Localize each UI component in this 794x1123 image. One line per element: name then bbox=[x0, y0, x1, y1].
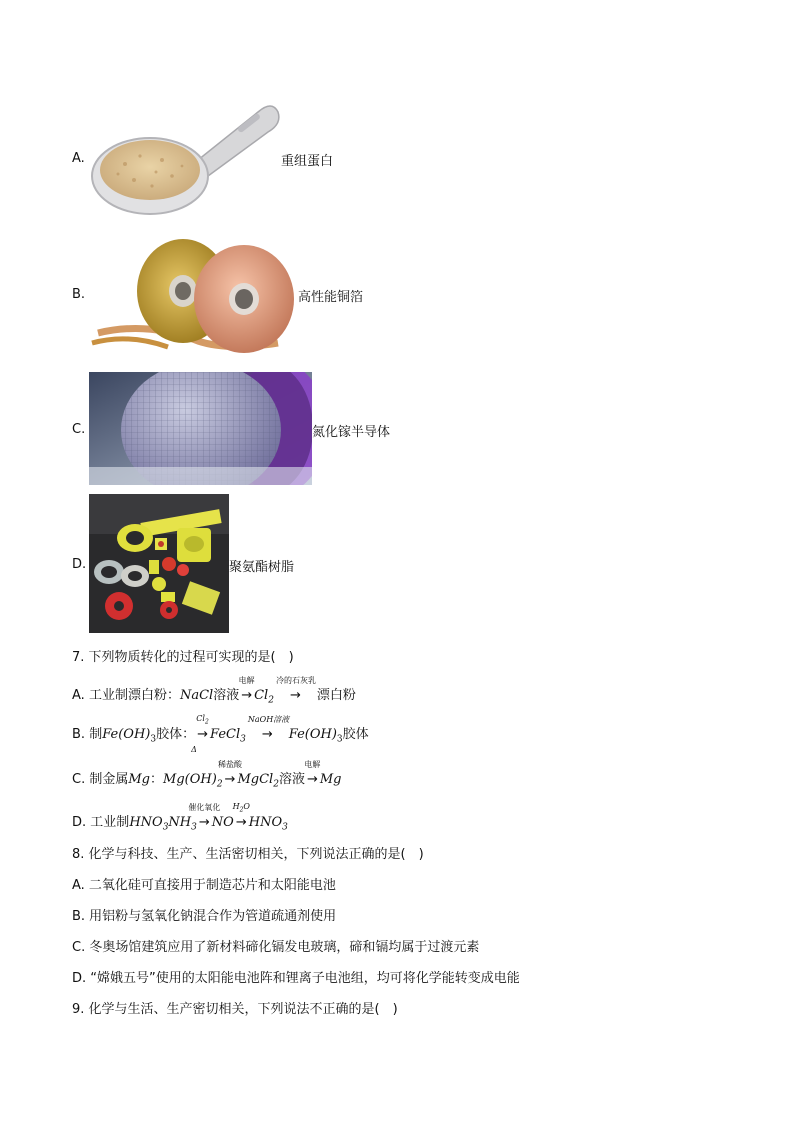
question-9-stem: 9. 化学与生活、生产密切相关，下列说法不正确的是( ) bbox=[72, 1002, 398, 1017]
q7-a-end: 漂白粉 bbox=[316, 688, 356, 703]
q7-b-formula-0: $Fe(OH)_3$ bbox=[102, 727, 157, 745]
question-8-option-c: C. 冬奥场馆建筑应用了新材料碲化镉发电玻璃，碲和镉均属于过渡元素 bbox=[72, 940, 480, 955]
q7-d-formula-2: NO bbox=[211, 815, 234, 830]
copper-foil-rolls-image bbox=[88, 233, 298, 357]
q7-d-arrow-1: 催化氧化 → bbox=[188, 803, 221, 830]
q7-b-text-0: 胶体： bbox=[156, 727, 196, 742]
q7-c-formula-0: Mg bbox=[128, 772, 151, 787]
q7-c-lead: 制金属 bbox=[89, 772, 129, 787]
option-c-caption: 氮化镓半导体 bbox=[312, 425, 391, 440]
q7-d-lead: 工业制 bbox=[90, 815, 130, 830]
polyurethane-parts-image bbox=[89, 494, 229, 633]
question-7-option-c bbox=[72, 760, 342, 790]
question-8-option-d: D. “嫦娥五号”使用的太阳能电池阵和锂离子电池组，均可将化学能转变成电能 bbox=[72, 971, 520, 986]
q7-a-letter: A. bbox=[72, 688, 85, 703]
q7-d-formula-1: $NH_3$ bbox=[168, 815, 197, 833]
q7-d-letter: D. bbox=[72, 815, 87, 830]
q7-d-formula-0: $HNO_3$ bbox=[129, 815, 169, 833]
q7-c-arrow-1: 稀盐酸 → bbox=[218, 760, 242, 787]
question-8-option-a: A. 二氧化硅可直接用于制造芯片和太阳能电池 bbox=[72, 878, 336, 893]
question-8-option-b: B. 用铝粉与氢氧化钠混合作为管道疏通剂使用 bbox=[72, 909, 337, 924]
q7-d-arrow-2: $H_2O$ → bbox=[232, 802, 250, 830]
q7-c-formula-1: $Mg(OH)_2$ bbox=[163, 772, 223, 790]
option-a-label: A. bbox=[72, 151, 85, 166]
option-b-caption: 高性能铜箔 bbox=[298, 290, 364, 305]
q7-a-arrow-1: 电解 → bbox=[238, 676, 255, 703]
q7-c-text-2: 溶液 bbox=[278, 772, 305, 787]
q7-c-formula-3: Mg bbox=[319, 772, 342, 787]
q7-b-letter: B. bbox=[72, 727, 86, 742]
option-d-caption: 聚氨酯树脂 bbox=[229, 560, 295, 575]
question-7-option-d bbox=[72, 802, 288, 833]
q7-a-lead: 工业制漂白粉： bbox=[88, 688, 180, 703]
q7-a-formula-1: NaCl bbox=[179, 688, 214, 703]
q7-b-formula-2: $Fe(OH)_3$ bbox=[288, 727, 343, 745]
q7-c-letter: C. bbox=[72, 772, 86, 787]
option-d-label: D. bbox=[72, 557, 87, 572]
question-8-stem: 8. 化学与科技、生产、生活密切相关，下列说法正确的是( ) bbox=[72, 847, 424, 862]
gallium-nitride-wafer-image bbox=[89, 372, 312, 485]
q7-b-formula-1: FeCl$_3$ bbox=[210, 727, 246, 745]
q7-a-arrow-2: 冷的石灰乳 → bbox=[275, 676, 316, 703]
question-7-option-b bbox=[72, 714, 369, 754]
q7-c-formula-2: MgCl$_2$ bbox=[237, 772, 279, 790]
q7-c-arrow-2: 电解 → bbox=[304, 760, 321, 787]
q7-b-arrow-1: $Cl_2$ → Δ bbox=[191, 714, 209, 754]
q7-b-end: 胶体 bbox=[342, 727, 369, 742]
q7-c-text-0: ： bbox=[150, 772, 164, 787]
q7-d-formula-3: $HNO_3$ bbox=[248, 815, 288, 833]
option-b-label: B. bbox=[72, 287, 86, 302]
option-c-label: C. bbox=[72, 422, 86, 437]
q7-b-lead: 制 bbox=[89, 727, 103, 742]
protein-powder-scoop-image bbox=[90, 98, 282, 218]
q7-a-formula-2: $Cl_2$ bbox=[254, 688, 274, 706]
question-7-stem: 7. 下列物质转化的过程可实现的是( ) bbox=[72, 650, 294, 665]
option-a-caption: 重组蛋白 bbox=[281, 154, 334, 169]
q7-b-arrow-2: NaOH溶液 → bbox=[247, 715, 290, 742]
question-7-option-a bbox=[72, 676, 356, 706]
q7-a-text-1: 溶液 bbox=[213, 688, 240, 703]
